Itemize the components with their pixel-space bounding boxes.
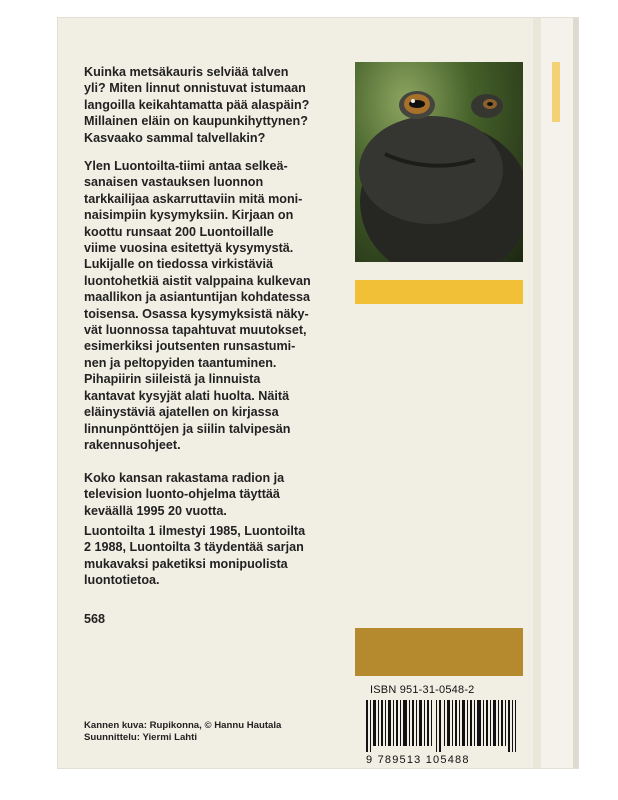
yellow-stripe <box>355 280 523 304</box>
book-spine <box>533 18 578 768</box>
anniversary-paragraph: Koko kansan rakastama radion ja television luonto-ohjelma täyttää keväällä 1995 20 vuotta. <box>84 471 285 518</box>
credit-cover: Kannen kuva: Rupikonna, © Hannu Hautala <box>84 720 282 731</box>
credits <box>84 720 281 744</box>
brown-stripe <box>355 628 523 676</box>
barcode <box>366 700 516 752</box>
credit-design: Suunnittelu: Yiermi Lahti <box>84 732 197 743</box>
barcode-digits: 9 789513 105488 <box>366 754 470 766</box>
toad-photo <box>355 62 523 262</box>
spine-title-mark <box>548 62 564 122</box>
description-paragraph: Ylen Luontoilta-tiimi antaa selkeä- sanaisen vastauksen luonnon tarkkailijaa askarruttaviin mitä moni- naisimpiin kysymyksiin. Kirjaan on koottu runsaat 200 Luontoillalle viime vuosina esitettyä kysymystä. Lukijalle on tiedossa virkistäviä luontohetkiä aistit valppaina kulkevan maallikon ja asiantuntijan kohdatessa toisensa. Osassa kysymyksistä näky- vät luonnossa tapahtuvat muutokset, esimerkiksi joutsenten runsastumi- nen ja peltopyiden taantuminen. Pihapiirin siileistä ja linnuista kantavat kysyjät alati huolta. Näitä eläinystäviä ajatellen on kirjassa linnunpönttöjen ja siilin talvipesän rakennusohjeet. <box>84 159 311 452</box>
book-code: 568 <box>84 612 106 626</box>
series-paragraph: Luontoilta 1 ilmestyi 1985, Luontoilta 2 1988, Luontoilta 3 täydentää sarjan mukavaksi paketiksi monipuolista luontotietoa. <box>84 524 306 588</box>
isbn-text: ISBN 951-31-0548-2 <box>370 684 475 696</box>
intro-paragraph: Kuinka metsäkauris selviää talven yli? Miten linnut onnistuvat istumaan langoilla keikahtamatta pää alaspäin? Millainen eläin on kaupunkihyttynen? Kasvaako sammal talvellakin? <box>84 65 310 145</box>
